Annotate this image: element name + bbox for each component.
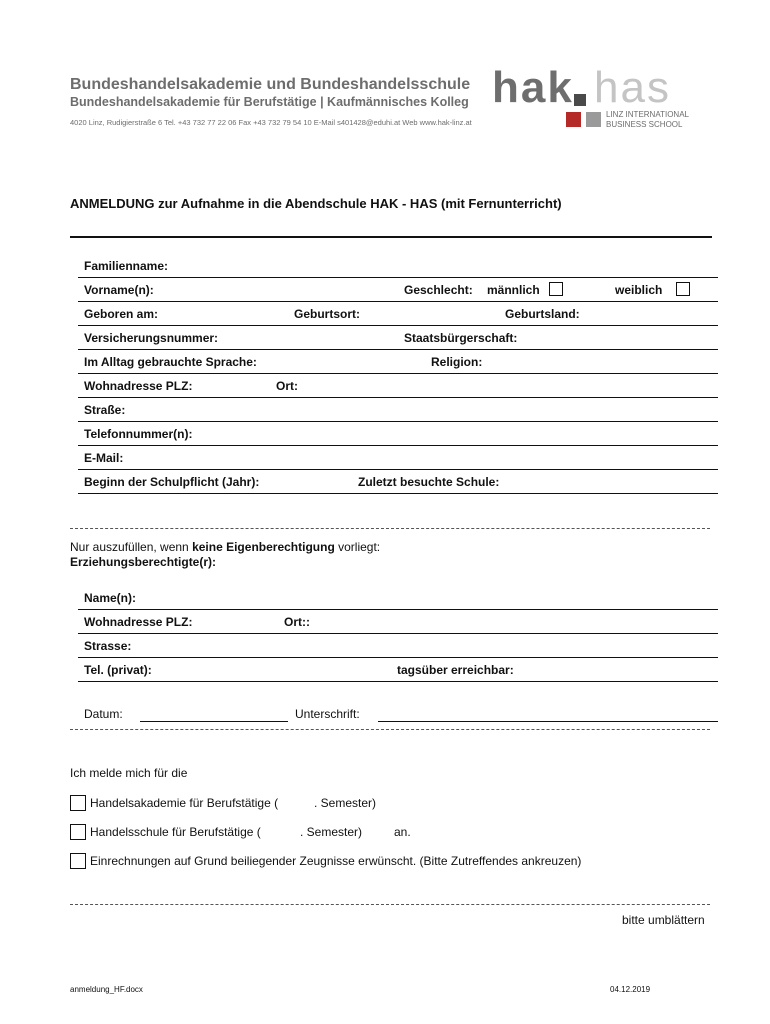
label-schulpflicht: Beginn der Schulpflicht (Jahr): (84, 475, 260, 489)
option-hak-semester: . Semester) (314, 796, 377, 810)
logo-subtitle-line1: LINZ INTERNATIONAL (606, 110, 689, 119)
label-plz: Wohnadresse PLZ: (84, 379, 193, 393)
label-vorname: Vorname(n): (84, 283, 154, 297)
school-subtitle: Bundeshandelsakademie für Berufstätige | Kaufmännisches Kolleg (70, 95, 469, 109)
row-guardian-address[interactable] (78, 609, 718, 634)
checkbox-maennlich[interactable] (549, 282, 563, 296)
footer-filename: anmeldung_HF.docx (70, 985, 143, 994)
label-familienname: Familienname: (84, 259, 169, 273)
logo-subtitle (606, 110, 689, 130)
dashed-separator-1 (70, 528, 710, 529)
school-address: 4020 Linz, Rudigierstraße 6 Tel. +43 732 77 22 06 Fax +43 732 79 54 10 E-Mail s401428@eduhi.at Web www.hak-linz.at (70, 118, 472, 127)
row-guardian-tel[interactable] (78, 657, 718, 682)
label-email: E-Mail: (84, 451, 124, 465)
option-has-an: an. (394, 825, 411, 839)
label-staatsbuergerschaft: Staatsbürgerschaft: (404, 331, 518, 345)
registration-intro: Ich melde mich für die (70, 766, 188, 780)
title-rule (70, 236, 712, 238)
label-geschlecht: Geschlecht: (404, 283, 473, 297)
label-geboren: Geboren am: (84, 307, 159, 321)
row-wohnadresse[interactable] (78, 373, 718, 398)
row-familienname[interactable] (78, 253, 718, 278)
datum-field[interactable] (140, 721, 288, 722)
label-guardian-strasse: Strasse: (84, 639, 132, 653)
label-ort: Ort: (276, 379, 298, 393)
guardian-intro-pre: Nur auszufüllen, wenn (70, 540, 193, 554)
guardian-intro (70, 540, 380, 554)
checkbox-hak[interactable] (70, 795, 86, 811)
option-has-semester: . Semester) (300, 825, 363, 839)
label-strasse: Straße: (84, 403, 126, 417)
form-title: ANMELDUNG zur Aufnahme in die Abendschule HAK - HAS (mit Fernunterricht) (70, 196, 562, 211)
logo-subtitle-line2: BUSINESS SCHOOL (606, 120, 683, 129)
label-datum: Datum: (84, 707, 123, 721)
label-religion: Religion: (431, 355, 483, 369)
bitte-umblaettern: bitte umblättern (622, 913, 705, 927)
logo-red-square (566, 112, 581, 127)
label-maennlich: männlich (487, 283, 540, 297)
logo-hak-text: hak (492, 63, 574, 112)
label-guardian-tel: Tel. (privat): (84, 663, 152, 677)
label-geburtsort: Geburtsort: (294, 307, 360, 321)
row-schulpflicht[interactable] (78, 469, 718, 494)
row-geboren[interactable] (78, 301, 718, 326)
row-vorname[interactable] (78, 277, 718, 302)
label-guardian-name: Name(n): (84, 591, 137, 605)
row-email[interactable] (78, 445, 718, 470)
school-name: Bundeshandelsakademie und Bundeshandelsschule (70, 76, 471, 93)
unterschrift-field[interactable] (378, 721, 718, 722)
dashed-separator-2 (70, 729, 710, 730)
checkbox-has[interactable] (70, 824, 86, 840)
row-strasse[interactable] (78, 397, 718, 422)
guardian-intro-post: vorliegt: (334, 540, 381, 554)
label-zuletzt: Zuletzt besuchte Schule: (358, 475, 500, 489)
logo-has-text: has (594, 63, 671, 112)
option-has-label: Handelsschule für Berufstätige ( (90, 825, 261, 839)
label-guardian-ort: Ort:: (284, 615, 310, 629)
checkbox-weiblich[interactable] (676, 282, 690, 296)
logo-dot (574, 94, 586, 106)
label-tagsueber: tagsüber erreichbar: (397, 663, 514, 677)
label-guardian-plz: Wohnadresse PLZ: (84, 615, 193, 629)
guardian-intro-bold: keine Eigenberechtigung (192, 540, 335, 554)
option-einrechnungen-label: Einrechnungen auf Grund beiliegender Zeugnisse erwünscht. (Bitte Zutreffendes ankreuzen) (90, 854, 582, 868)
logo-grey-square (586, 112, 601, 127)
label-weiblich: weiblich (615, 283, 663, 297)
label-telefon: Telefonnummer(n): (84, 427, 193, 441)
row-guardian-strasse[interactable] (78, 633, 718, 658)
row-versicherung[interactable] (78, 325, 718, 350)
row-sprache[interactable] (78, 349, 718, 374)
label-geburtsland: Geburtsland: (505, 307, 580, 321)
label-versicherung: Versicherungsnummer: (84, 331, 219, 345)
row-guardian-name[interactable] (78, 585, 718, 610)
footer-date: 04.12.2019 (610, 985, 651, 994)
dashed-separator-3 (70, 904, 710, 905)
checkbox-einrechnungen[interactable] (70, 853, 86, 869)
row-telefon[interactable] (78, 421, 718, 446)
option-hak-label: Handelsakademie für Berufstätige ( (90, 796, 279, 810)
guardian-heading: Erziehungsberechtigte(r): (70, 555, 217, 569)
label-sprache: Im Alltag gebrauchte Sprache: (84, 355, 257, 369)
label-unterschrift: Unterschrift: (295, 707, 360, 721)
